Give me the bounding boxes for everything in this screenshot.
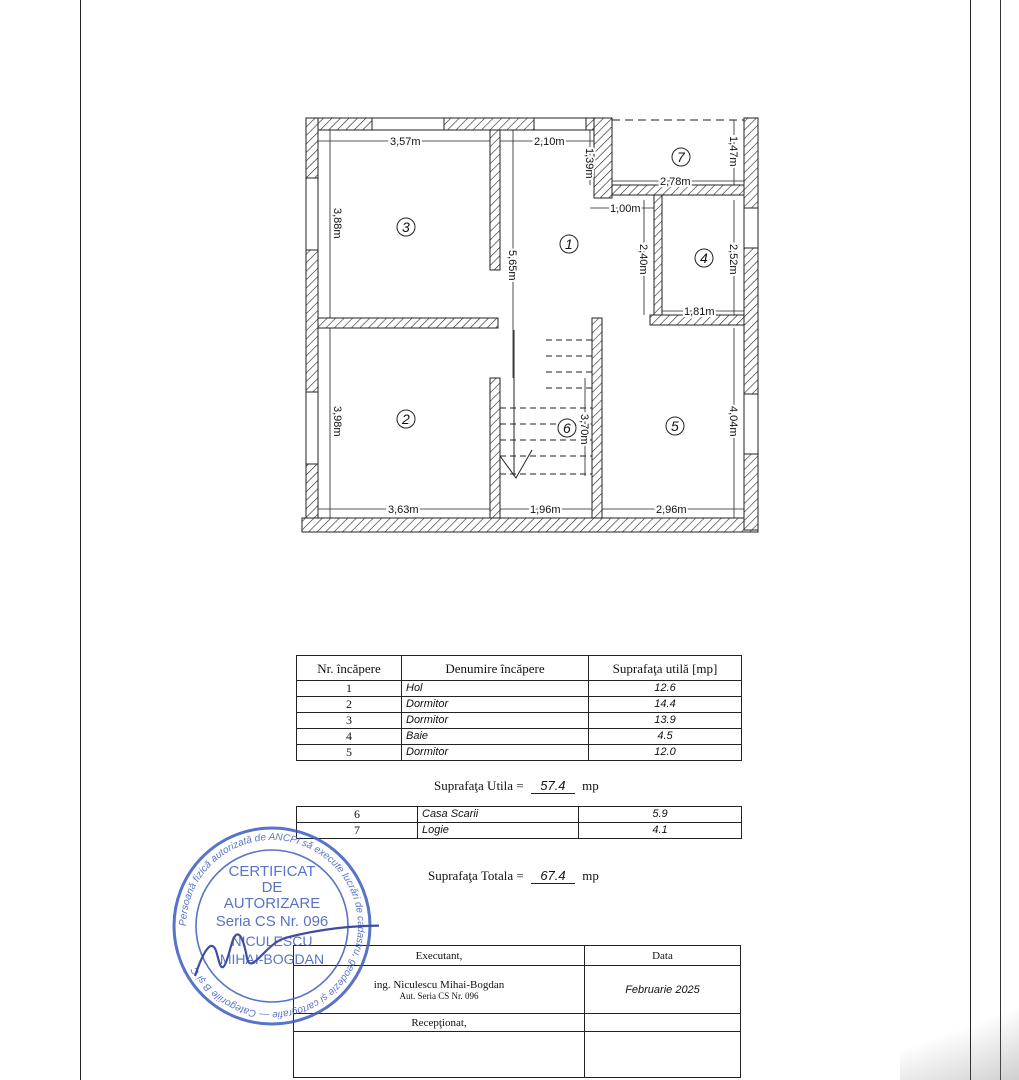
stamp-line-1: CERTIFICAT	[228, 863, 316, 880]
stamp-line-5: NICULESCU	[231, 933, 313, 949]
stamp-ring-text: Persoană fizică autorizată de ANCPI să execute lucrări de cadastru, geodezie și cartografie — Categoriile B și C	[177, 831, 367, 1021]
received-signature-cell	[294, 1032, 585, 1078]
cell-name: Casa Scarii	[418, 807, 579, 823]
room-number-4: 4	[700, 250, 708, 266]
cell-name: Logie	[418, 823, 579, 839]
cell-name: Hol	[402, 681, 589, 697]
rooms-table-header	[297, 656, 742, 681]
cell-nr: 2	[297, 697, 402, 713]
dim-logia-depth: 1,47m	[727, 136, 739, 167]
useful-area-value: 57.4	[531, 778, 575, 794]
header-area: Suprafaţa utilă [mp]	[589, 656, 742, 681]
header-name: Denumire încăpere	[402, 656, 589, 681]
total-area-line	[428, 868, 599, 884]
executant-name: ing. Niculescu Mihai-Bogdan	[373, 978, 505, 991]
scan-shadow	[900, 1000, 1019, 1080]
useful-area-unit: mp	[582, 778, 599, 793]
stamp-line-2: DE	[261, 879, 283, 896]
dim-stair-length: 3,70m	[578, 414, 590, 445]
table-row	[297, 729, 742, 745]
cell-area: 12.6	[589, 681, 742, 697]
room-number-2: 2	[402, 411, 410, 427]
dim-bath-depth: 2,40m	[637, 244, 649, 275]
cell-nr: 4	[297, 729, 402, 745]
total-area-value: 67.4	[531, 868, 575, 884]
table-row	[297, 807, 742, 823]
dim-hall-step: 1,39m	[583, 148, 595, 179]
room-number-6: 6	[563, 420, 571, 436]
header-nr: Nr. încăpere	[297, 656, 402, 681]
useful-area-label: Suprafaţa Utila =	[434, 778, 524, 793]
dim-room5-depth: 4,04m	[727, 406, 739, 437]
cell-area: 4.5	[589, 729, 742, 745]
cell-nr: 5	[297, 745, 402, 761]
date-label: Data	[585, 946, 741, 966]
table-row	[297, 713, 742, 729]
cell-name: Dormitor	[402, 713, 589, 729]
cell-area: 13.9	[589, 713, 742, 729]
dim-room5-width: 2,96m	[656, 504, 687, 516]
dim-room2-width: 3,63m	[388, 504, 419, 516]
dim-logia-width: 2,78m	[660, 176, 691, 188]
room-number-1: 1	[565, 236, 573, 252]
total-area-label: Suprafaţa Totala =	[428, 868, 524, 883]
stamp-line-4: Seria CS Nr. 096	[215, 913, 329, 930]
cell-nr: 1	[297, 681, 402, 697]
table-row	[297, 681, 742, 697]
executant-label: Executant,	[294, 946, 585, 966]
windows	[306, 118, 758, 464]
cell-name: Dormitor	[402, 697, 589, 713]
total-area-unit: mp	[582, 868, 599, 883]
dim-bath-wall: 2,52m	[727, 244, 739, 275]
table-row	[297, 745, 742, 761]
cell-nr: 6	[297, 807, 418, 823]
received-label: Recepţionat,	[294, 1014, 585, 1032]
cell-name: Baie	[402, 729, 589, 745]
cell-nr: 7	[297, 823, 418, 839]
authorization-stamp	[165, 826, 379, 1026]
dim-stair-width: 1,96m	[530, 504, 561, 516]
dim-room3-width: 3,57m	[390, 136, 421, 148]
useful-area-line	[434, 778, 599, 794]
cell-area: 4.1	[579, 823, 742, 839]
staircase	[500, 330, 592, 478]
date-value: Februarie 2025	[585, 966, 741, 1014]
received-blank-cell	[585, 1032, 741, 1078]
room-number-3: 3	[402, 219, 410, 235]
cell-name: Dormitor	[402, 745, 589, 761]
stamp-line-3: AUTORIZARE	[223, 895, 321, 912]
cell-area: 5.9	[579, 807, 742, 823]
received-date-cell	[585, 1014, 741, 1032]
dim-room3-depth: 3,88m	[331, 208, 343, 239]
table-row	[297, 697, 742, 713]
cell-area: 12.0	[589, 745, 742, 761]
executant-auth: Aut. Seria CS Nr. 096	[399, 990, 479, 1001]
dim-hall-top: 2,10m	[534, 136, 565, 148]
dim-step-width: 1,00m	[610, 203, 641, 215]
dim-bath-width: 1,81m	[684, 306, 715, 318]
cell-nr: 3	[297, 713, 402, 729]
room-number-5: 5	[671, 418, 679, 434]
cell-area: 14.4	[589, 697, 742, 713]
room-number-7: 7	[677, 149, 685, 165]
stamp-line-6: MIHAI-BOGDAN	[219, 951, 325, 967]
dim-room2-depth: 3,98m	[331, 406, 343, 437]
dim-hall-depth: 5,65m	[506, 250, 518, 281]
rooms-table	[296, 655, 742, 761]
